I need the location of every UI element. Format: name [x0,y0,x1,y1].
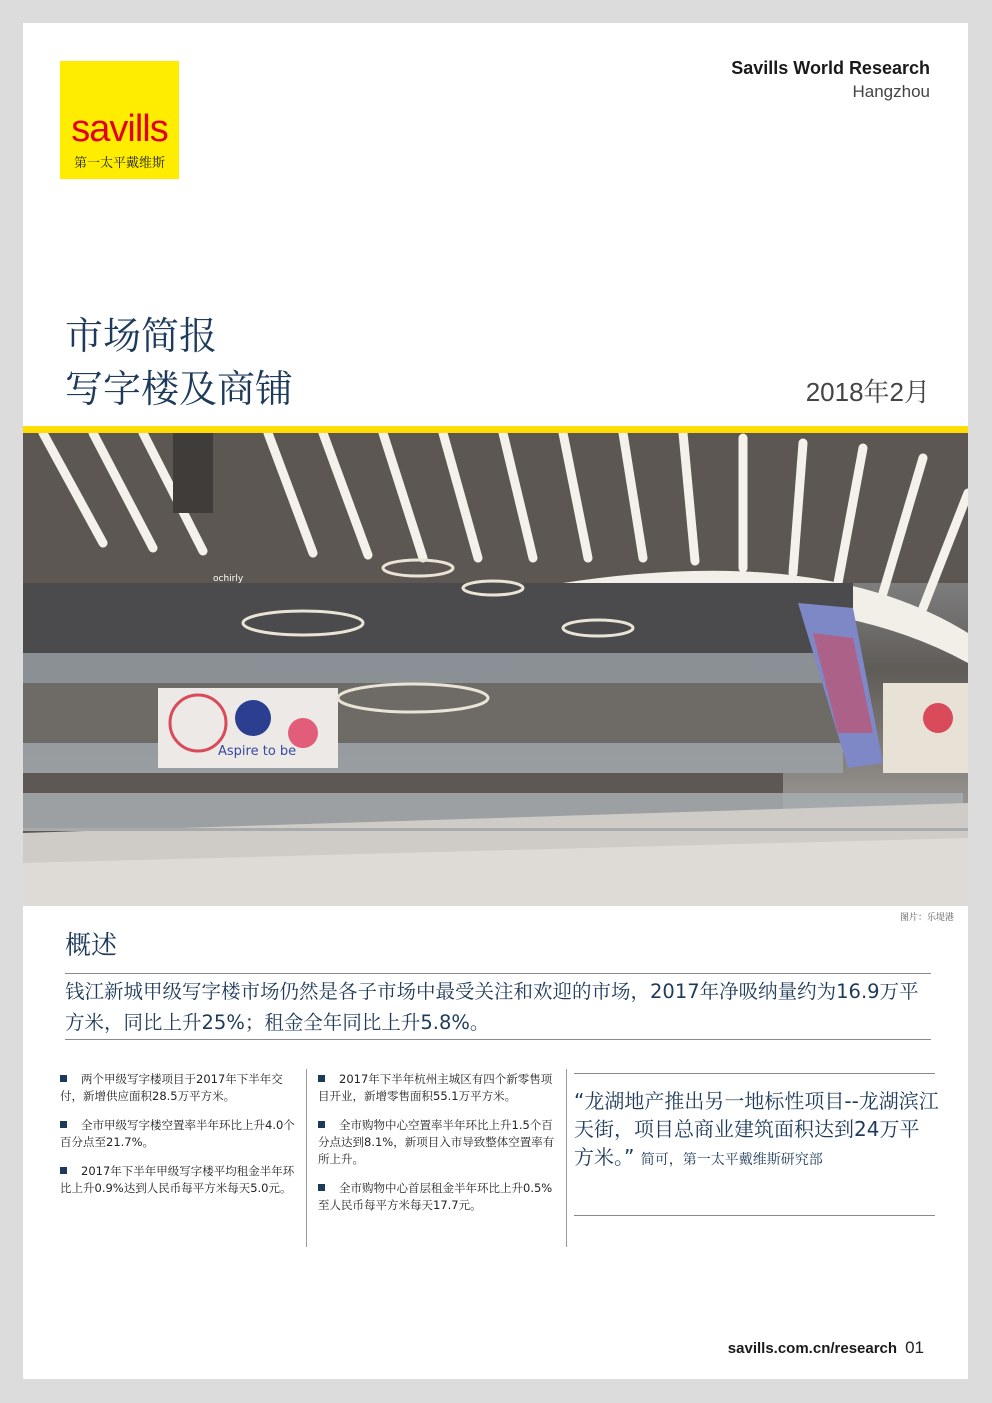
pull-quote [574,1087,939,1174]
bullet-item: 全市购物中心首层租金半年环比上升0.5%至人民币每平方米每天17.7元。 [318,1181,553,1212]
bullet-square-icon [318,1184,325,1191]
bullet-square-icon [318,1075,325,1082]
bullet-square-icon [60,1075,67,1082]
quote-attribution: 简可，第一太平戴维斯研究部 [640,1152,823,1168]
quote-top-rule [574,1073,935,1074]
summary-bottom-rule [65,1039,931,1040]
logo-subtitle: 第一太平戴维斯 [73,156,165,171]
logo-wordmark: savills [71,108,168,150]
accent-bar [23,426,968,433]
report-page [23,23,968,1379]
overview-heading: 概述 [65,931,118,961]
report-title-line1: 市场简报 [65,314,218,358]
bullet-square-icon [318,1121,325,1128]
photo-credit: 图片：乐堤港 [899,913,954,923]
bullets-middle [318,1071,558,1226]
savills-logo[interactable] [60,61,179,179]
series-title: Savills World Research [731,58,930,78]
column-divider [566,1069,567,1247]
bullet-item: 2017年下半年甲级写字楼平均租金半年环比上升0.9%达到人民币每平方米每天5.0元。 [60,1164,295,1195]
bullet-item: 两个甲级写字楼项目于2017年下半年交付，新增供应面积28.5万平方米。 [60,1072,283,1103]
bullet-square-icon [60,1121,67,1128]
bullet-item: 全市购物中心空置率半年环比上升1.5个百分点达到8.1%，新项目入市导致整体空置率有所上升。 [318,1118,555,1166]
sign-ochirly: ochirly [213,574,244,584]
column-divider [306,1069,307,1247]
quote-bottom-rule [574,1215,935,1216]
report-title [65,310,293,416]
page-footer [728,1338,924,1358]
bullets-left [60,1071,300,1209]
photo-illustration [23,433,968,906]
page-number: 01 [905,1338,924,1357]
bullet-item: 全市甲级写字楼空置率半年环比上升4.0个百分点至21.7%。 [60,1118,295,1149]
report-title-line2: 写字楼及商铺 [65,367,294,411]
bullet-square-icon [60,1167,67,1174]
footer-url[interactable]: savills.com.cn/research [727,1340,898,1357]
city-label: Hangzhou [852,82,930,101]
summary-top-rule [65,973,931,974]
quote-text: “龙湖地产推出另一地标性项目--龙湖滨江天街，项目总商业建筑面积达到24万平方米。” [574,1089,939,1169]
overview-summary: 钱江新城甲级写字楼市场仍然是各子市场中最受关注和欢迎的市场，2017年净吸纳量约为16.9万平方米，同比上升25%；租金全年同比上升5.8%。 [65,980,919,1034]
sign-aspire: Aspire to be [218,744,297,759]
report-date: 2018年2月 [805,377,930,407]
bullet-item: 2017年下半年杭州主城区有四个新零售项目开业，新增零售面积55.1万平方米。 [318,1072,553,1103]
mall-interior-photo [23,433,968,906]
